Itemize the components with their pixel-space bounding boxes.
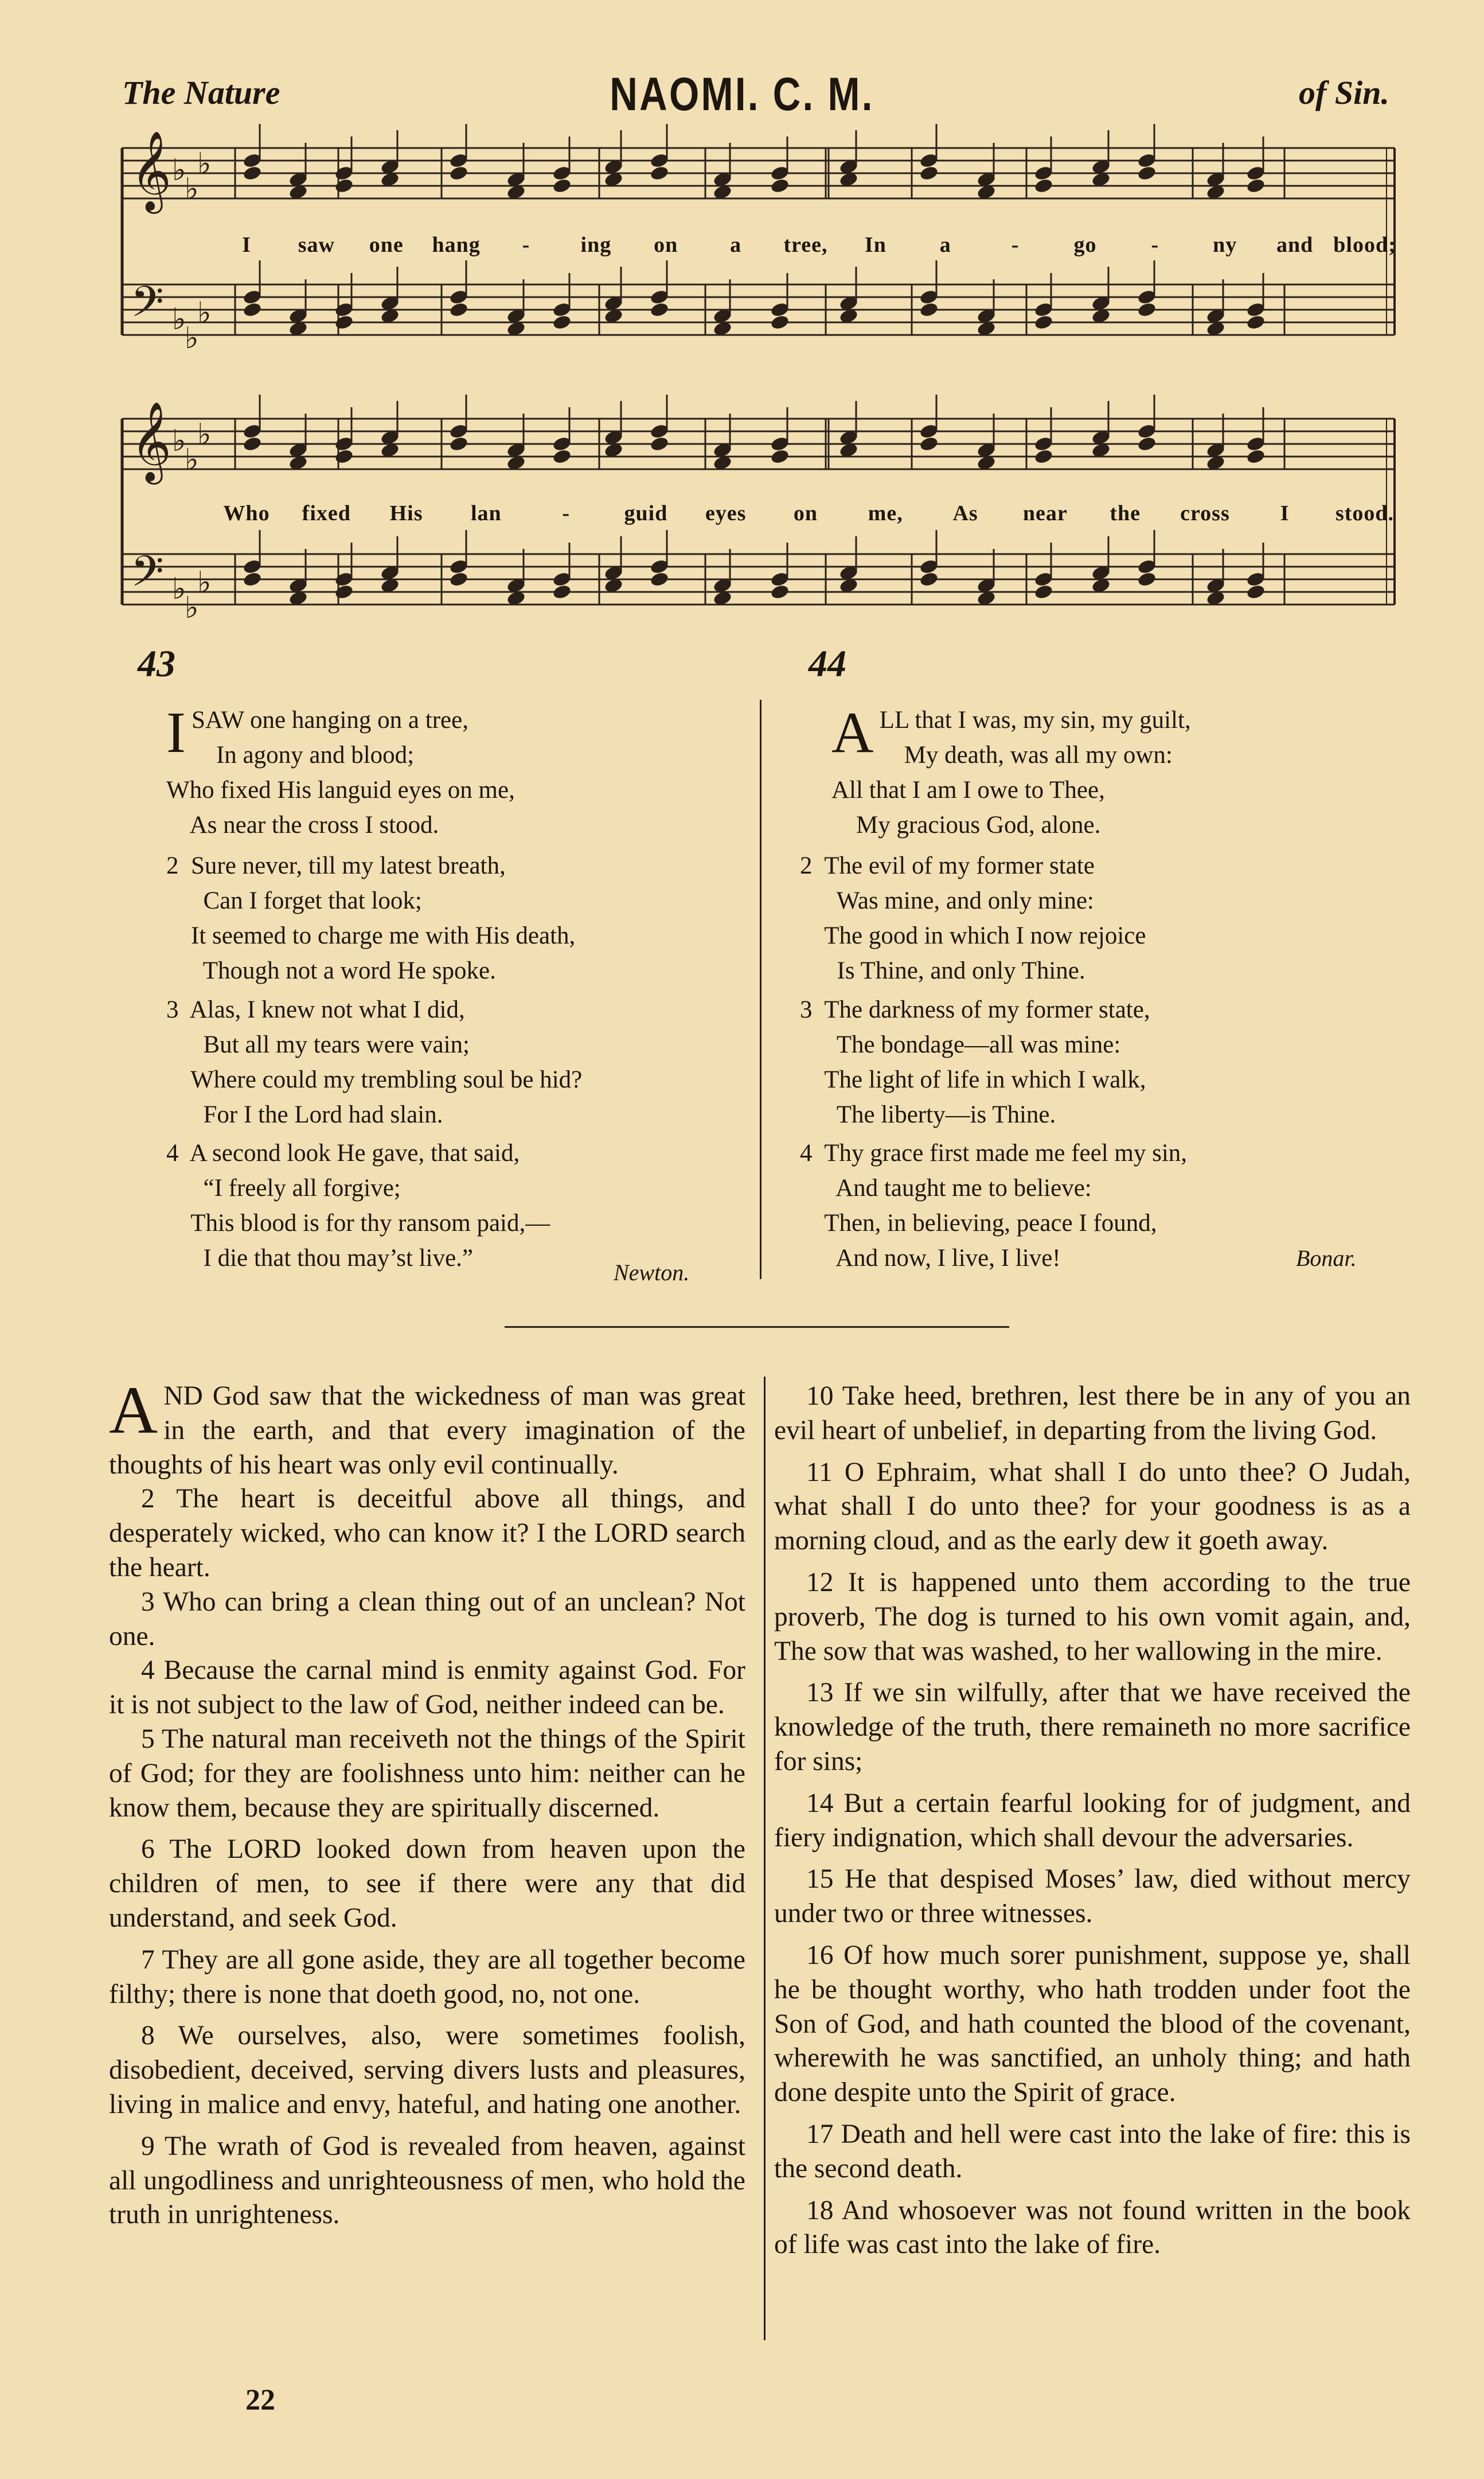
hymn-43-author: Newton. bbox=[614, 1260, 690, 1285]
hymn-44-verse-2: 2 The evil of my former state Was mine, and only mine: The good in which I now rejoice Is Thine, and only Thine. bbox=[800, 852, 1146, 984]
note-head bbox=[552, 583, 572, 600]
flat-icon: ♭ bbox=[185, 321, 199, 356]
scripture-verse: 6 The LORD looked down from heaven upon the children of men, to see if there were any that did understand, and seek God. bbox=[109, 1834, 745, 1933]
scripture-verse: 15 He that despised Moses’ law, died without mercy under two or three witnesses. bbox=[774, 1864, 1411, 1929]
running-head-right: of Sin. bbox=[1299, 74, 1389, 111]
note-head bbox=[1033, 177, 1053, 194]
scripture-verse: 13 If we sin wilfully, after that we have received the knowledge of the truth, there remaineth no more sacrifice for sins; bbox=[774, 1678, 1411, 1776]
note-head bbox=[334, 177, 354, 194]
hymn-44-verse-3: 3 The darkness of my former state, The bondage—all was mine: The light of life in which I walk, The liberty—is Thine. bbox=[800, 996, 1150, 1128]
flat-icon: ♭ bbox=[185, 591, 199, 625]
lyric-syllable: eyes bbox=[705, 501, 747, 525]
hymn-44-verse-1 bbox=[831, 700, 1428, 843]
scripture-verse: 18 And whosoever was not found written in the book of life was cast into the lake of fire. bbox=[774, 2195, 1411, 2260]
scripture-verse: 17 Death and hell were cast into the lake of fire: this is the second death. bbox=[774, 2119, 1411, 2184]
note-head bbox=[770, 314, 790, 330]
note-head bbox=[1033, 448, 1053, 465]
scripture-verse: 10 Take heed, brethren, lest there be in any of you an evil heart of unbelief, in departing from the living God. bbox=[774, 1381, 1411, 1445]
lyric-syllable: a bbox=[730, 233, 742, 257]
note-head bbox=[770, 448, 790, 465]
column-divider-hymns bbox=[760, 700, 761, 1279]
lyric-syllable: saw bbox=[298, 233, 335, 257]
scripture-verse: 16 Of how much sorer punishment, suppose ye, shall he be thought worthy, who hath trodden under foot the Son of God, and hath counted the blood of the covenant, wherewith he was sanctified, an unholy thing; and hath done despite unto the Spirit of grace. bbox=[774, 1940, 1411, 2108]
treble-clef-icon: 𝄞 bbox=[131, 402, 171, 481]
scripture-verse: 9 The wrath of God is revealed from heaven, against all ungodliness and unrighteousness of men, who hold the truth in unrighteness. bbox=[109, 2131, 745, 2230]
flat-icon: ♭ bbox=[185, 172, 199, 206]
note-head bbox=[1245, 314, 1266, 330]
running-head-left: The Nature bbox=[122, 74, 280, 111]
note-head bbox=[334, 448, 354, 465]
bass-clef-icon: 𝄢 bbox=[131, 547, 164, 607]
note-head bbox=[919, 571, 939, 587]
note-head bbox=[1245, 448, 1266, 465]
note-head bbox=[649, 301, 669, 318]
scripture-right-column bbox=[774, 1379, 1411, 2262]
note-head bbox=[1245, 177, 1266, 194]
system1-lyrics bbox=[0, 232, 1484, 261]
hymn-tune-title: NAOMI. C. M. bbox=[610, 68, 874, 120]
hymn-44-verse-1-text: LL that I was, my sin, my guilt, My death, was all my own: All that I am I owe to Thee, My gracious God, alone. bbox=[831, 707, 1191, 839]
lyric-syllable: near bbox=[1022, 501, 1068, 525]
lyric-syllable: hang bbox=[432, 233, 481, 257]
hymn-43-verse-1 bbox=[166, 700, 751, 843]
lyric-syllable: on bbox=[793, 501, 818, 525]
flat-icon: ♭ bbox=[197, 566, 212, 600]
scripture-verse: 4 Because the carnal mind is enmity against God. For it is not subject to the law of God, neither indeed can be. bbox=[109, 1655, 745, 1720]
note-head bbox=[919, 165, 939, 181]
lyric-syllable: ny bbox=[1213, 233, 1237, 257]
lyric-syllable: ing bbox=[580, 233, 612, 257]
page-number: 22 bbox=[245, 2384, 275, 2416]
lyric-syllable: Who bbox=[223, 501, 270, 525]
lyric-syllable: on bbox=[654, 233, 678, 257]
treble-clef-icon: 𝄞 bbox=[131, 131, 171, 211]
note-head bbox=[242, 571, 262, 587]
note-head bbox=[770, 177, 790, 194]
scripture-dropcap: A bbox=[109, 1373, 158, 1448]
lyric-syllable: - bbox=[562, 501, 570, 525]
note-head bbox=[334, 583, 354, 600]
flat-icon: ♭ bbox=[172, 302, 186, 337]
lyric-syllable: go bbox=[1073, 233, 1097, 257]
flat-icon: ♭ bbox=[197, 418, 212, 452]
flat-icon: ♭ bbox=[197, 147, 212, 181]
lyric-syllable: As bbox=[952, 501, 978, 525]
note-head bbox=[1033, 583, 1053, 600]
hymn-44-dropcap: A bbox=[831, 700, 874, 765]
system2-lyrics bbox=[0, 501, 1484, 529]
scripture-verse: 8 We ourselves, also, were sometimes foolish, disobedient, deceived, serving divers lusts and pleasures, living in malice and envy, hateful, and hating one another. bbox=[109, 2021, 745, 2119]
note-head bbox=[1137, 571, 1157, 587]
lyric-syllable: me, bbox=[868, 501, 903, 525]
lyric-syllable: I bbox=[242, 233, 251, 257]
note-head bbox=[1137, 435, 1157, 452]
note-head bbox=[242, 301, 262, 318]
hymn-43-verse-2: 2 Sure never, till my latest breath, Can I forget that look; It seemed to charge me with His death, Though not a word He spoke. bbox=[166, 852, 576, 984]
note-head bbox=[552, 314, 572, 330]
scripture-verse-1-text: ND God saw that the wickedness of man was great in the earth, and that every imagination of the thoughts of his heart was only evil continually. bbox=[109, 1381, 745, 1480]
flat-icon: ♭ bbox=[172, 424, 186, 458]
lyric-syllable: His bbox=[389, 501, 423, 525]
lyric-syllable: cross bbox=[1180, 501, 1230, 525]
hymn-43-verse-4: 4 A second look He gave, that said, “I freely all forgive; This blood is for thy ransom paid,— I die that thou may’st live.” bbox=[166, 1140, 550, 1272]
lyric-syllable: and bbox=[1276, 233, 1314, 257]
note-head bbox=[770, 583, 790, 600]
note-head bbox=[242, 165, 262, 181]
scripture-verse-1 bbox=[109, 1373, 745, 1482]
flat-icon: ♭ bbox=[172, 572, 186, 606]
hymn-number-43: 43 bbox=[138, 643, 175, 685]
lyric-syllable: one bbox=[369, 233, 404, 257]
note-head bbox=[649, 435, 669, 452]
note-head bbox=[1137, 301, 1157, 318]
scripture-verse: 3 Who can bring a clean thing out of an unclean? Not one. bbox=[109, 1587, 745, 1651]
flat-icon: ♭ bbox=[172, 153, 186, 188]
lyric-syllable: blood; bbox=[1333, 233, 1396, 257]
lyric-syllable: I bbox=[1280, 501, 1290, 525]
lyric-syllable: In bbox=[864, 233, 887, 257]
hymn-43-verse-1-text: SAW one hanging on a tree, In agony and blood; Who fixed His languid eyes on me, As near the cross I stood. bbox=[166, 707, 515, 839]
note-head bbox=[334, 314, 354, 330]
scripture-verse: 2 The heart is deceitful above all things, and desperately wicked, who can know it? I the LORD search the heart. bbox=[109, 1484, 745, 1582]
lyric-syllable: the bbox=[1110, 501, 1141, 525]
scripture-verse: 12 It is happened unto them according to the true proverb, The dog is turned to his own vomit again, and, The sow that was washed, to her wallowing in the mire. bbox=[774, 1567, 1411, 1666]
scripture-left-column bbox=[109, 1373, 745, 2232]
hymn-43-verse-3: 3 Alas, I knew not what I did, But all my tears were vain; Where could my trembling soul be hid? For I the Lord had slain. bbox=[166, 996, 583, 1128]
lyric-syllable: fixed bbox=[302, 501, 351, 525]
note-head bbox=[448, 435, 468, 452]
note-head bbox=[1137, 165, 1157, 181]
note-head bbox=[448, 165, 468, 181]
note-head bbox=[919, 435, 939, 452]
column-divider-scripture bbox=[764, 1377, 766, 2340]
scripture-verse: 5 The natural man receiveth not the things of the Spirit of God; for they are foolishness unto him: neither can he know them, because they are spiritually discerned. bbox=[109, 1724, 745, 1823]
lyric-syllable: lan bbox=[470, 501, 502, 525]
scripture-verse: 14 But a certain fearful looking for of judgment, and fiery indignation, which shall devour the adversaries. bbox=[774, 1788, 1411, 1853]
note-head bbox=[552, 177, 572, 194]
lyric-syllable: tree, bbox=[783, 233, 828, 257]
note-head bbox=[919, 301, 939, 318]
note-head bbox=[448, 571, 468, 587]
note-head bbox=[649, 165, 669, 181]
scripture-verse: 7 They are all gone aside, they are all together become filthy; there is none that doeth good, no, not one. bbox=[109, 1944, 745, 2009]
lyric-syllable: - bbox=[522, 233, 530, 257]
section-separator bbox=[505, 1326, 1009, 1328]
note-head bbox=[448, 301, 468, 318]
note-head bbox=[1245, 583, 1266, 600]
hymn-number-44: 44 bbox=[809, 643, 846, 685]
music-score bbox=[0, 0, 1484, 642]
hymn-44-author: Bonar. bbox=[1296, 1245, 1357, 1271]
lyric-syllable: stood. bbox=[1335, 501, 1395, 525]
note-head bbox=[649, 571, 669, 587]
lyric-syllable: a bbox=[939, 233, 951, 257]
note-head bbox=[1033, 314, 1053, 330]
hymn-43-dropcap: I bbox=[166, 700, 186, 765]
hymn-44-verse-4: 4 Thy grace first made me feel my sin, And taught me to believe: Then, in believing, peace I found, And now, I live, I live! bbox=[800, 1140, 1188, 1272]
flat-icon: ♭ bbox=[197, 296, 212, 330]
note-head bbox=[242, 435, 262, 452]
bass-clef-icon: 𝄢 bbox=[131, 277, 164, 337]
lyric-syllable: guid bbox=[624, 501, 668, 525]
scripture-verse: 11 O Ephraim, what shall I do unto thee? O Judah, what shall I do unto thee? for your goodness is as a morning cloud, and as the early dew it goeth away. bbox=[774, 1457, 1411, 1556]
lyric-syllable: - bbox=[1151, 233, 1159, 257]
note-head bbox=[552, 448, 572, 465]
lyric-syllable: - bbox=[1011, 233, 1020, 257]
flat-icon: ♭ bbox=[185, 443, 199, 477]
